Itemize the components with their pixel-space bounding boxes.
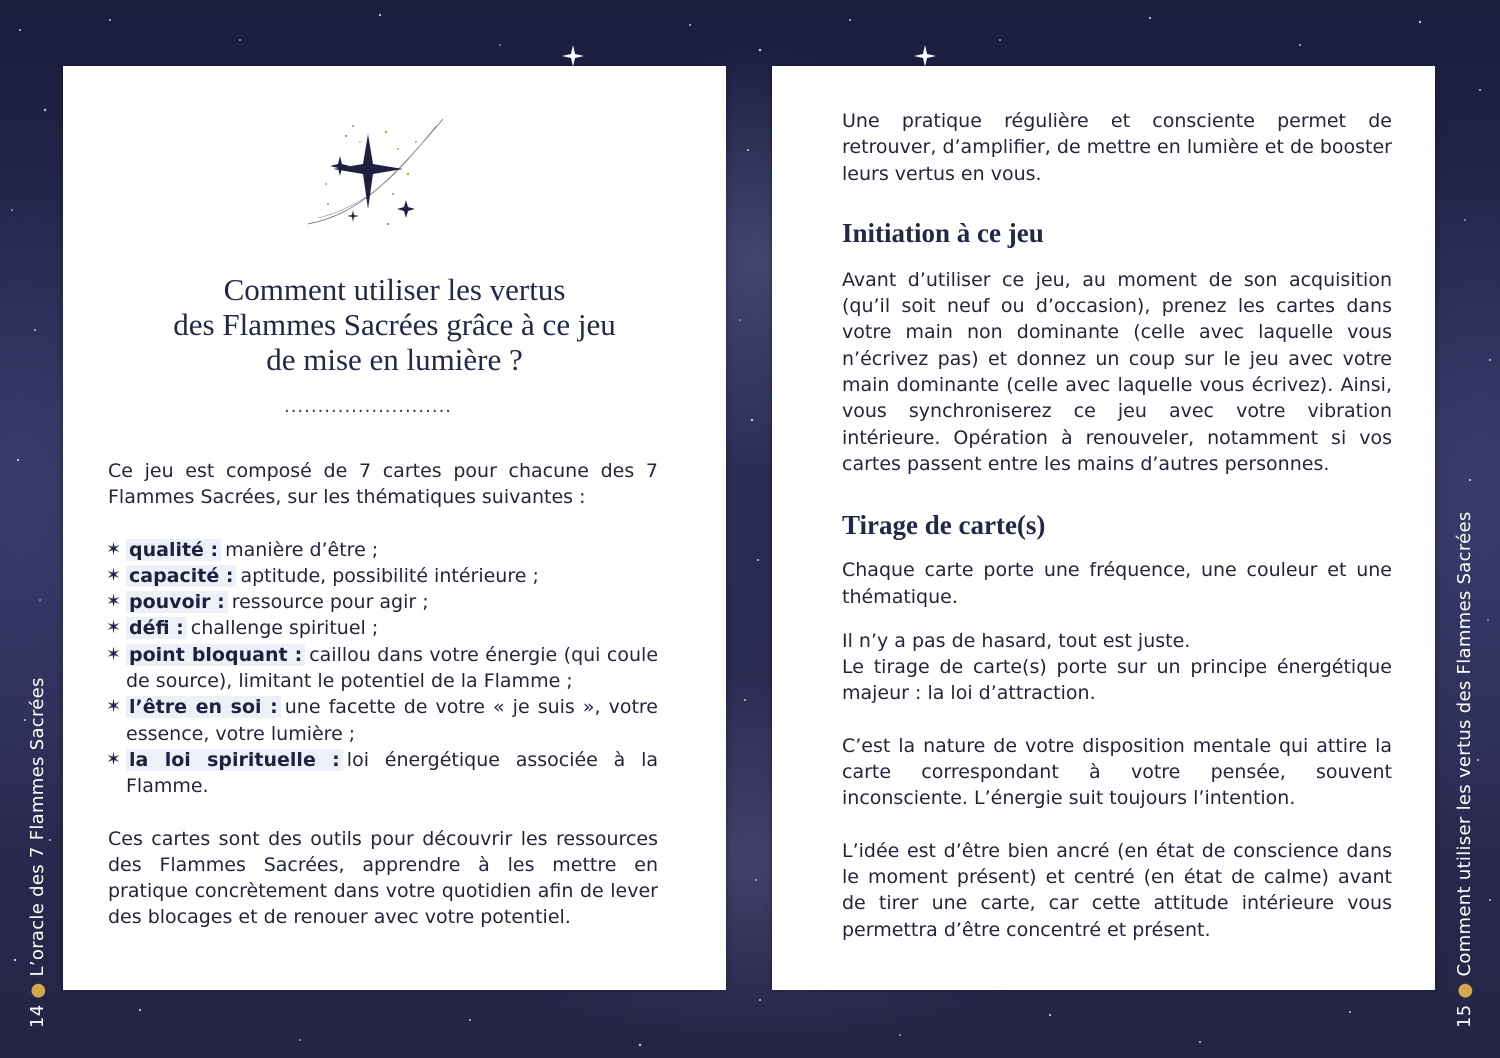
sparkle-icon	[913, 44, 937, 68]
left-body	[108, 458, 658, 931]
paragraph: C’est la nature de votre disposition mentale qui attire la carte correspondant à votre pensée, souvent inconsciente. L’énergie suit toujours l’intention.	[842, 734, 1392, 810]
left-running-head	[27, 677, 48, 1028]
outro-paragraph: Ces cartes sont des outils pour découvrir les ressources des Flammes Sacrées, apprendre à les mettre en pratique concrètement dans votre quotidien afin de lever des blocages et de renouer avec votre potentiel.	[108, 827, 658, 929]
list-term: pouvoir :	[126, 591, 228, 613]
sparkle-icon	[561, 44, 585, 68]
separator-dot-icon: ●	[27, 982, 48, 999]
list-desc: manière d’être ;	[225, 538, 379, 561]
right-running-head	[1454, 511, 1475, 1028]
intro-paragraph: Ce jeu est composé de 7 cartes pour chacune des 7 Flammes Sacrées, sur les thématiques suivantes :	[108, 460, 658, 509]
list-item	[108, 694, 658, 747]
page-title	[103, 272, 686, 377]
list-item	[108, 615, 658, 641]
paragraph: Le tirage de carte(s) porte sur un principe énergétique majeur : la loi d’attraction.	[842, 656, 1392, 705]
left-page	[63, 66, 726, 990]
list-term: l’être en soi :	[126, 696, 281, 718]
list-item	[108, 537, 658, 563]
paragraph: Une pratique régulière et consciente permet de retrouver, d’amplifier, de mettre en lumière et de booster leurs vertus en vous.	[842, 110, 1392, 185]
right-page	[772, 66, 1435, 990]
section-heading-initiation: Initiation à ce jeu	[842, 217, 1044, 248]
title-line: des Flammes Sacrées grâce à ce jeu	[173, 307, 616, 342]
running-head-text: Comment utiliser les vertus des Flammes Sacrées	[1454, 511, 1475, 977]
separator-dot-icon: ●	[1454, 982, 1475, 999]
star-bullet-icon: ✶	[106, 564, 122, 586]
section-heading-tirage: Tirage de carte(s)	[842, 510, 1046, 541]
page-number: 15	[1454, 1004, 1475, 1028]
star-bullet-icon: ✶	[106, 748, 122, 770]
paragraph: Il n’y a pas de hasard, tout est juste.	[842, 629, 1191, 652]
star-bullet-icon: ✶	[106, 617, 122, 639]
paragraph: Avant d’utiliser ce jeu, au moment de son acquisition (qu’il soit neuf ou d’occasion), prenez les cartes dans votre main non dominante (celle avec laquelle vous n’écrivez pas) et donnez un coup sur le jeu avec votre main dominante (celle avec laquelle vous écrivez). Ainsi, vous synchroniserez ce jeu avec votre vibration intérieure. Opération à renouveler, notamment si vos cartes passent entre les mains d’autres personnes.	[842, 268, 1392, 475]
dotted-separator: .........................	[283, 396, 453, 417]
list-desc: challenge spirituel ;	[190, 617, 379, 640]
title-line: Comment utiliser les vertus	[223, 272, 566, 307]
star-bullet-icon: ✶	[106, 591, 122, 613]
list-term: capacité :	[126, 565, 236, 587]
list-term: qualité :	[126, 539, 221, 561]
themes-list	[108, 537, 658, 800]
list-term: défi :	[126, 617, 187, 639]
star-bullet-icon: ✶	[106, 538, 122, 560]
list-desc: une facette de votre « je suis », votre essence, votre lumière ;	[126, 696, 658, 745]
running-head-text: L’oracle des 7 Flammes Sacrées	[27, 677, 48, 977]
list-term: la loi spirituelle :	[126, 749, 343, 771]
title-line: de mise en lumière ?	[266, 342, 523, 377]
list-item	[108, 589, 658, 615]
star-bullet-icon: ✶	[106, 696, 122, 718]
north-star-ornament-icon	[298, 114, 448, 244]
list-desc: ressource pour agir ;	[231, 591, 429, 614]
right-body	[842, 108, 1392, 943]
list-item	[108, 563, 658, 589]
list-desc: aptitude, possibilité intérieure ;	[240, 564, 539, 587]
list-item	[108, 747, 658, 800]
paragraph: Chaque carte porte une fréquence, une couleur et une thématique.	[842, 559, 1392, 608]
list-desc: caillou dans votre énergie (qui coule de source), limitant le potentiel de la Flamme ;	[126, 643, 659, 693]
star-bullet-icon: ✶	[106, 643, 122, 665]
list-desc: loi énergétique associée à la Flamme.	[126, 748, 658, 798]
page-number: 14	[27, 1004, 48, 1028]
list-item	[108, 642, 658, 695]
list-term: point bloquant :	[126, 644, 305, 666]
paragraph: L’idée est d’être bien ancré (en état de conscience dans le moment présent) et centré (en état de calme) avant de tirer une carte, car cette attitude intérieure vous permettra d’être concentré et présent.	[842, 839, 1392, 941]
